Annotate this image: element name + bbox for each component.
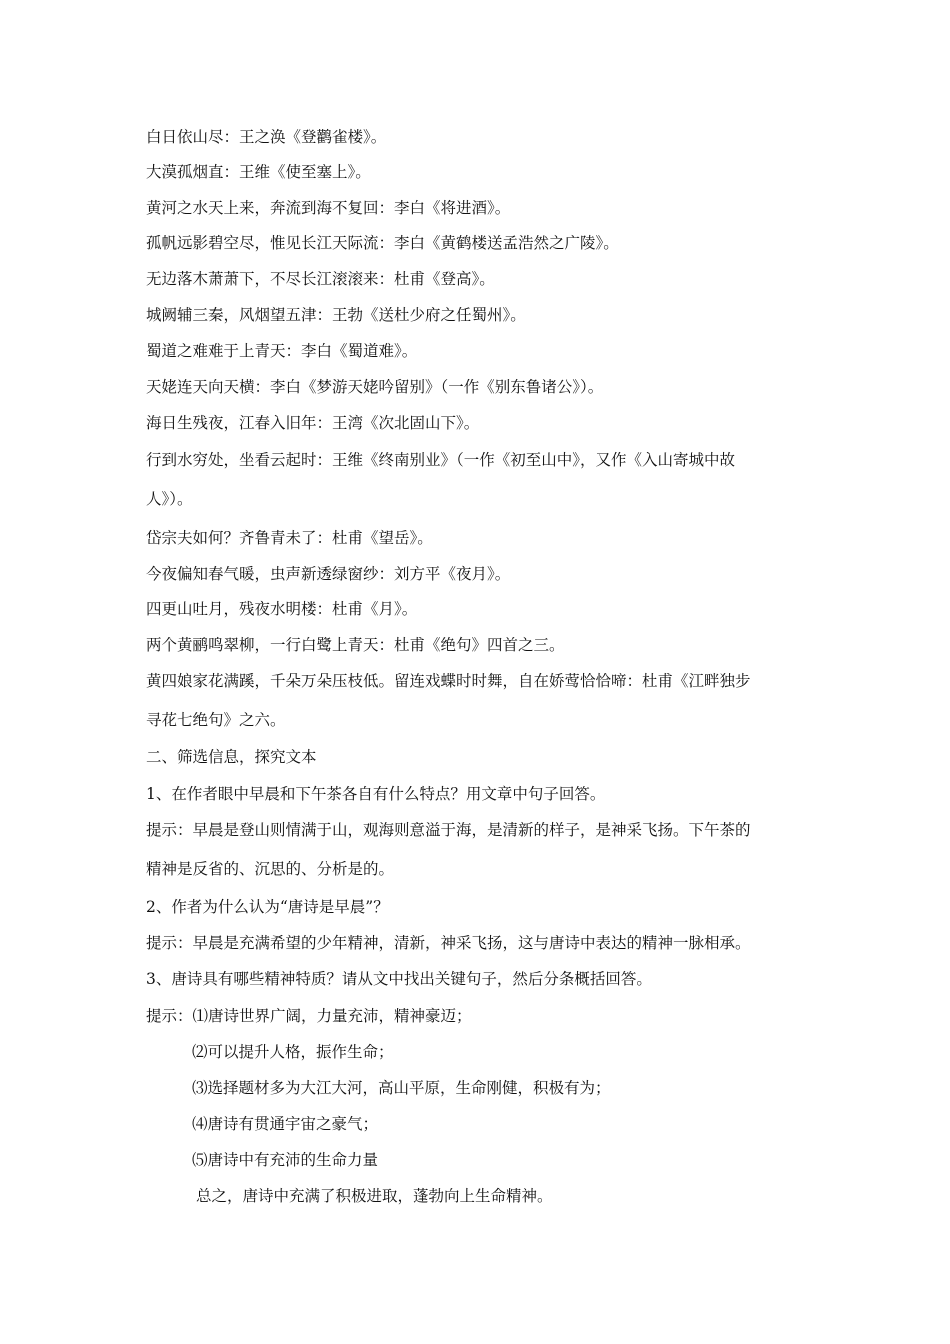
text-line: 城阙辅三秦，风烟望五津：王勃《送杜少府之任蜀州》。: [146, 306, 526, 324]
text-line: 蜀道之难难于上青天：李白《蜀道难》。: [146, 342, 418, 360]
text-line: 大漠孤烟直：王维《使至塞上》。: [146, 163, 371, 181]
text-line: 今夜偏知春气暖，虫声新透绿窗纱：刘方平《夜月》。: [146, 565, 511, 583]
text-line: 黄四娘家花满蹊，千朵万朵压枝低。留连戏蝶时时舞，自在娇莺恰恰啼：杜甫《江畔独步: [146, 672, 751, 690]
text-line: 寻花七绝句》之六。: [146, 711, 286, 729]
text-line: 精神是反省的、沉思的、分析是的。: [146, 860, 395, 878]
text-line: 提示：⑴唐诗世界广阔，力量充沛，精神豪迈；: [146, 1007, 472, 1025]
text-line: 两个黄鹂鸣翠柳，一行白鹭上青天：杜甫《绝句》四首之三。: [146, 636, 565, 654]
summary-line: 总之，唐诗中充满了积极进取，蓬勃向上生命精神。: [196, 1187, 553, 1205]
list-item: ⑶选择题材多为大江大河，高山平原，生命刚健，积极有为；: [192, 1079, 611, 1097]
list-item: ⑷唐诗有贯通宇宙之豪气；: [192, 1115, 379, 1133]
section-heading: 二、筛选信息，探究文本: [146, 748, 317, 766]
text-line: 天姥连天向天横：李白《梦游天姥吟留别》（一作《别东鲁诸公》）。: [146, 378, 604, 396]
question-1: 1、在作者眼中早晨和下午茶各自有什么特点？用文章中句子回答。: [146, 785, 606, 803]
question-3: 3、唐诗具有哪些精神特质？请从文中找出关键句子，然后分条概括回答。: [146, 970, 652, 988]
question-2: 2、作者为什么认为“唐诗是早晨”？: [146, 898, 389, 916]
text-line: 海日生残夜，江春入旧年：王湾《次北固山下》。: [146, 414, 480, 432]
text-line: 人》）。: [146, 490, 193, 508]
text-line: 提示：早晨是登山则情满于山，观海则意溢于海，是清新的样子，是神采飞扬。下午茶的: [146, 821, 751, 839]
text-line: 孤帆远影碧空尽，惟见长江天际流：李白《黄鹤楼送孟浩然之广陵》。: [146, 234, 619, 252]
text-line: 无边落木萧萧下，不尽长江滚滚来：杜甫《登高》。: [146, 270, 495, 288]
text-line: 岱宗夫如何？齐鲁青未了：杜甫《望岳》。: [146, 529, 433, 547]
text-line: 黄河之水天上来，奔流到海不复回：李白《将进酒》。: [146, 199, 511, 217]
text-line: 提示：早晨是充满希望的少年精神，清新，神采飞扬，这与唐诗中表达的精神一脉相承。: [146, 934, 751, 952]
text-line: 行到水穷处，坐看云起时：王维《终南别业》（一作《初至山中》，又作《入山寄城中故: [146, 451, 736, 469]
text-line: 四更山吐月，残夜水明楼：杜甫《月》。: [146, 600, 418, 618]
list-item: ⑵可以提升人格，振作生命；: [192, 1043, 394, 1061]
list-item: ⑸唐诗中有充沛的生命力量: [192, 1151, 379, 1169]
text-line: 白日依山尽：王之涣《登鹳雀楼》。: [146, 128, 387, 146]
